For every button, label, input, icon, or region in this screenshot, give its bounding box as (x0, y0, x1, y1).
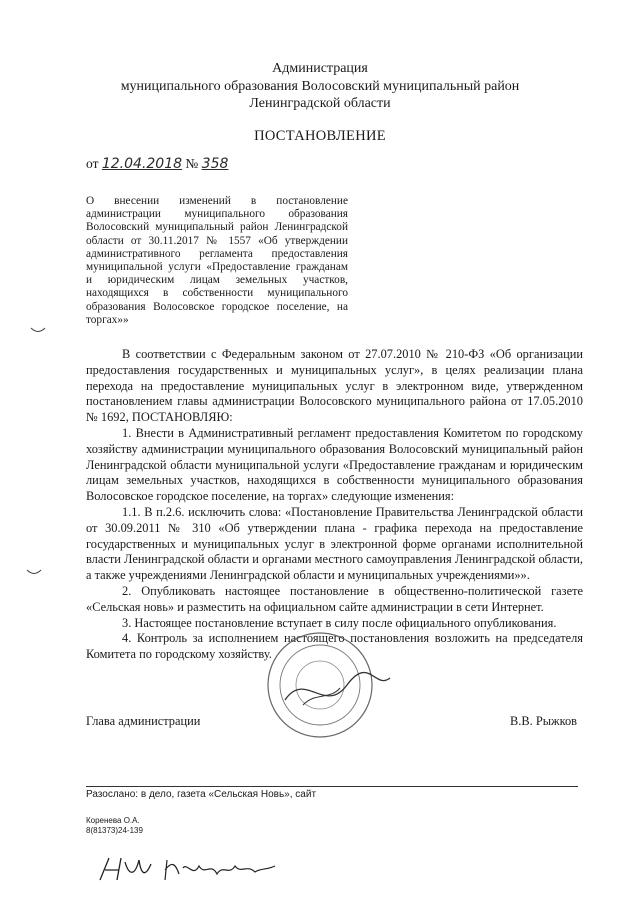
document-meta (86, 156, 228, 172)
item-3: 3. Настоящее постановление вступает в силу после официального опубликования. (122, 615, 557, 630)
document-number: 358 (201, 156, 229, 172)
header-municipality: муниципального образования Волосовский муниципальный район (120, 79, 520, 94)
subject-block: О внесении изменений в постановление администрации муниципального образования Волосовский муниципальный район Ленинградской области от 30.11.2017 № 1557 «Об утверждении административного регламента предоставления муниципальной услуги «Предоставление гражданам и юридическим лицам земельных участков, находящихся в собственности муниципального образования Волосовское городское поселение, на торгах»» (86, 195, 348, 326)
document-type-title: ПОСТАНОВЛЕНИЕ (254, 128, 386, 144)
executor-name: Коренева О.А. (86, 816, 140, 825)
footer-divider (86, 786, 578, 787)
signature-position: Глава администрации (86, 714, 201, 728)
document-body (86, 347, 583, 663)
seal-stamp (255, 630, 395, 740)
document-date: 12.04.2018 (101, 156, 183, 172)
executor-phone: 8(81373)24-139 (86, 826, 143, 835)
item-2: 2. Опубликовать настоящее постановление в общественно-политической газете «Сельская новь» и разместить на официальном сайте администрации в сети Интернет. (86, 583, 583, 614)
handwritten-initials (95, 852, 295, 886)
number-label: № (185, 156, 199, 171)
executor-info (86, 816, 143, 836)
date-label: от (86, 156, 99, 171)
item-1-1: 1.1. В п.2.6. исключить слова: «Постановление Правительства Ленинградской области от 30.09.2011 № 310 «Об утверждении плана - графика перехода на предоставление государственных и муниципальных услуг в электронной форме органами исполнительной власти Ленинградской области и органами местного самоуправления Ленинградской области, а также учреждениями Ленинградской области и муниципальных учреждениями»». (86, 504, 583, 583)
margin-mark (26, 568, 42, 578)
preamble-paragraph: В соответствии с Федеральным законом от 27.07.2010 № 210-ФЗ «Об организации предоставления государственных и муниципальных услуг», в целях реализации плана перехода на предоставление муниципальных услуг в электронном виде, утвержденном постановлением главы администрации Волосовского муниципального района от 17.05.2010 № 1692, ПОСТАНОВЛЯЮ: (86, 347, 583, 425)
item-1: 1. Внести в Административный регламент предоставления Комитетом по городскому хозяйству администрации муниципального образования Волосовский муниципальный район Ленинградской области муниципальной услуги «Предоставление гражданам и юридическим лицам земельных участков, находящихся в собственности муниципального образования Волосовское городское поселение, на торгах» следующие изменения: (86, 425, 583, 504)
header-region: Ленинградской области (249, 96, 391, 111)
margin-mark (30, 326, 46, 336)
distribution-list: Разослано: в дело, газета «Сельская Новь», сайт (86, 789, 317, 800)
signature-name: В.В. Рыжков (510, 714, 578, 728)
item-4: 4. Контроль за исполнением настоящего постановления возложить на председателя Комитета по городскому хозяйству. (86, 631, 583, 662)
header-organization: Администрация (272, 61, 368, 76)
